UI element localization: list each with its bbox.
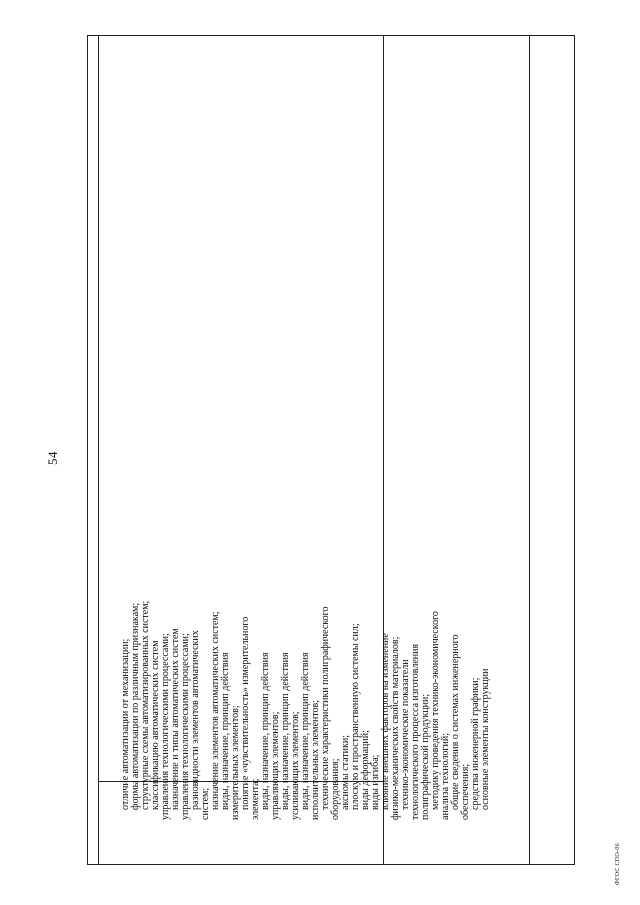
table-row [530,36,574,864]
content-line: виды, назначение, принцип действия [260,652,271,810]
content-line: управления технологическими процессами; [160,633,171,820]
content-line: управления технологическими процессами; [180,633,191,820]
content-line: назначение элементов автоматических систем; [210,611,221,810]
content-line: разновидности элементов автоматических [190,630,201,810]
content-line: технологического процесса изготовления [410,643,421,820]
content-line: усиливающих элементов; [290,711,301,820]
content-line: методику проведения технико-экономического [430,611,441,810]
content-line: средства инженерной графики; [470,677,481,810]
page-number: 54 [45,451,60,465]
content-line: формы автоматизации по различным признакам; [130,602,141,810]
content-line: общие сведения о системах инженерного [450,634,461,810]
content-line: виды, назначение, принцип действия [280,652,291,810]
content-line: классификацию автоматических систем [150,640,161,810]
content-line: виды, назначение, принцип действия [220,652,231,810]
content-line: отличие автоматизации от механизации; [120,638,131,810]
content-line: элемента; [250,778,261,820]
content-line: основные элементы конструкции [480,668,491,810]
content-line: аксиомы статики; [340,734,351,810]
content-line: виды изгиба; [370,754,381,810]
content-line: анализа технологий; [440,732,451,820]
content-line: систем; [200,787,211,820]
content-line: плоскую и пространственную системы сил; [350,623,361,810]
content-line: назначение и типы автоматических систем [170,628,181,810]
content-line: измерительных элементов; [230,705,241,820]
standard-table [87,35,575,865]
content-line: физико-механических свойств материалов; [390,636,401,820]
content-line: обеспечения; [460,763,471,820]
content-line: виды деформаций; [360,730,371,810]
content-line: виды, назначение, принцип действия [300,652,311,810]
footer-code: ФГОС СПО-06 [615,843,621,885]
content-line: оборудования; [330,758,341,820]
table-row [99,36,491,864]
content-line: полиграфической продукции; [420,693,431,820]
content-line: технические характеристики полиграфического [320,606,331,810]
content-line: управляющих элементов; [270,711,281,820]
content-line: влияние внешних факторов на изменение [380,633,391,810]
content-line: технико-экономические показатели [400,659,411,810]
table-row [384,36,530,864]
content-line: структурные схемы автоматизированных систем; [140,600,151,810]
content-line: исполнительных элементов; [310,699,321,820]
content-line: понятие «чувствительность» измерительного [240,616,251,810]
table-row [88,36,99,864]
